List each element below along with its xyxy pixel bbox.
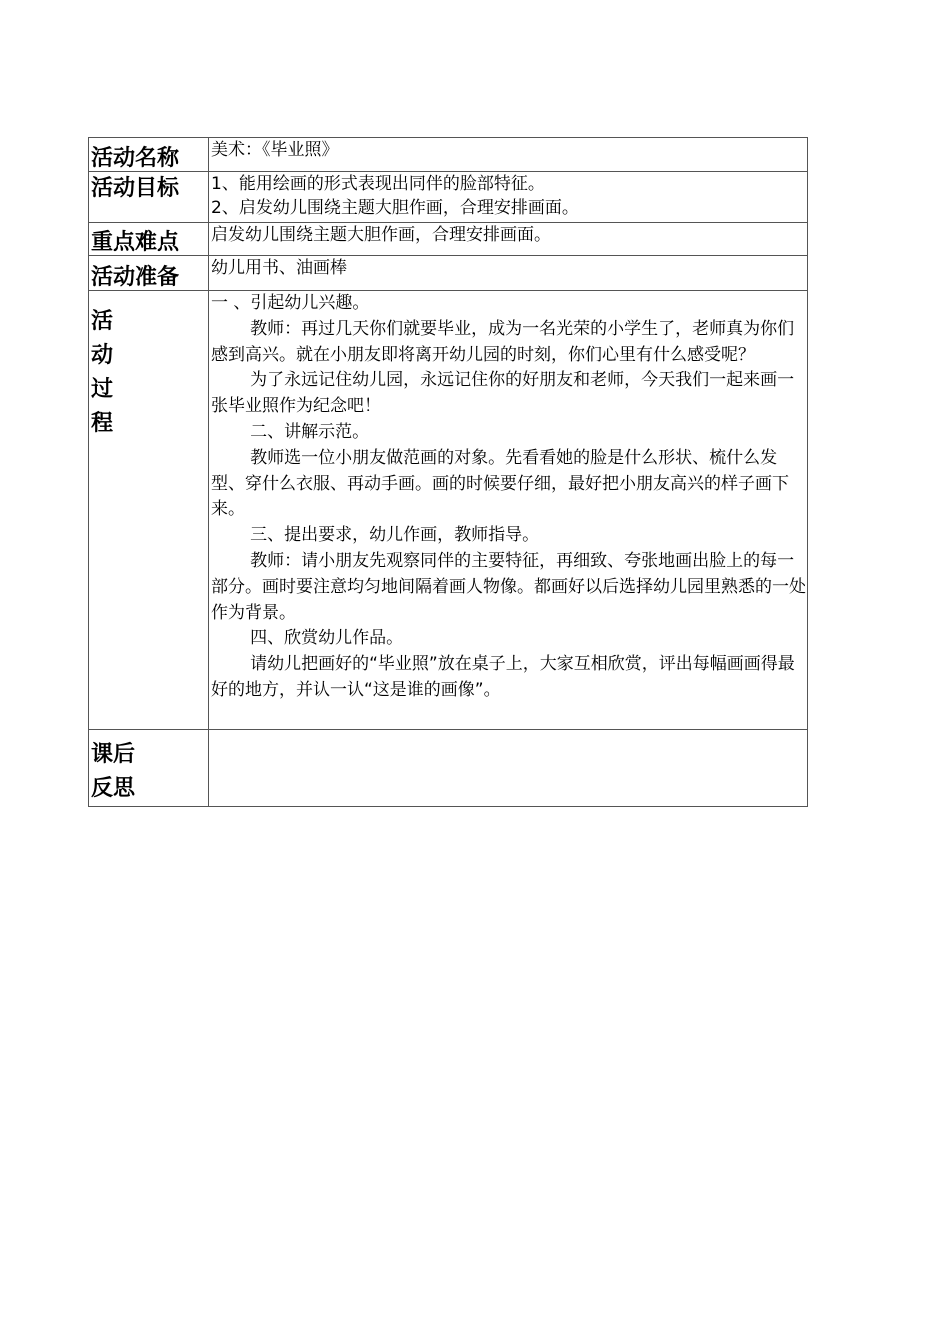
label-activity-name: 活动名称	[89, 138, 209, 172]
process-paragraph: 教师：请小朋友先观察同伴的主要特征，再细致、夸张地画出脸上的每一部分。画时要注意均匀地间隔着画人物像。都画好以后选择幼儿园里熟悉的一处作为背景。	[211, 550, 806, 623]
row-activity-name	[89, 138, 808, 172]
reflection-value	[209, 730, 808, 807]
process-paragraph: 三、提出要求，幼儿作画，教师指导。	[250, 525, 540, 546]
label-activity-goals: 活动目标	[89, 172, 209, 223]
label-activity-process	[89, 291, 209, 730]
goal-item-1: 1、能用绘画的形式表现出同伴的脸部特征。	[211, 174, 545, 194]
label-reflection-line-2: 反思	[91, 776, 136, 801]
label-char-3: 过	[91, 377, 114, 402]
lesson-plan-table	[88, 137, 808, 807]
preparation-value: 幼儿用书、油画棒	[209, 256, 808, 291]
row-reflection	[89, 730, 808, 807]
process-paragraph: 一 、引起幼儿兴趣。	[211, 293, 370, 313]
row-activity-goals	[89, 172, 808, 223]
label-char-1: 活	[91, 309, 114, 334]
label-char-4: 程	[91, 411, 114, 436]
key-points-value: 启发幼儿围绕主题大胆作画，合理安排画面。	[209, 223, 808, 256]
activity-name-value: 美术：《毕业照》	[209, 138, 808, 172]
process-paragraph: 为了永远记住幼儿园，永远记住你的好朋友和老师，今天我们一起来画一张毕业照作为纪念吧！	[211, 370, 795, 417]
process-paragraph: 教师选一位小朋友做范画的对象。先看看她的脸是什么形状、梳什么发型、穿什么衣服、再动手画。画的时候要仔细，最好把小朋友高兴的样子画下来。	[211, 447, 789, 520]
row-preparation	[89, 256, 808, 291]
label-reflection	[89, 730, 209, 807]
row-key-points	[89, 223, 808, 256]
process-paragraph: 二、讲解示范。	[250, 421, 370, 442]
process-paragraph: 四、欣赏幼儿作品。	[250, 628, 404, 649]
goal-item-2: 2、启发幼儿围绕主题大胆作画，合理安排画面。	[211, 198, 579, 218]
row-activity-process	[89, 291, 808, 730]
activity-process-body	[209, 291, 808, 730]
activity-goals-list	[209, 172, 808, 223]
process-paragraph: 教师：再过几天你们就要毕业，成为一名光荣的小学生了，老师真为你们感到高兴。就在小朋友即将离开幼儿园的时刻，你们心里有什么感受呢？	[211, 318, 795, 365]
label-preparation: 活动准备	[89, 256, 209, 291]
label-key-points: 重点难点	[89, 223, 209, 256]
label-reflection-line-1: 课后	[91, 742, 136, 767]
label-char-2: 动	[91, 343, 114, 368]
process-paragraph: 请幼儿把画好的“毕业照”放在桌子上，大家互相欣赏，评出每幅画画得最好的地方，并认一认“这是谁的画像”。	[211, 654, 795, 700]
